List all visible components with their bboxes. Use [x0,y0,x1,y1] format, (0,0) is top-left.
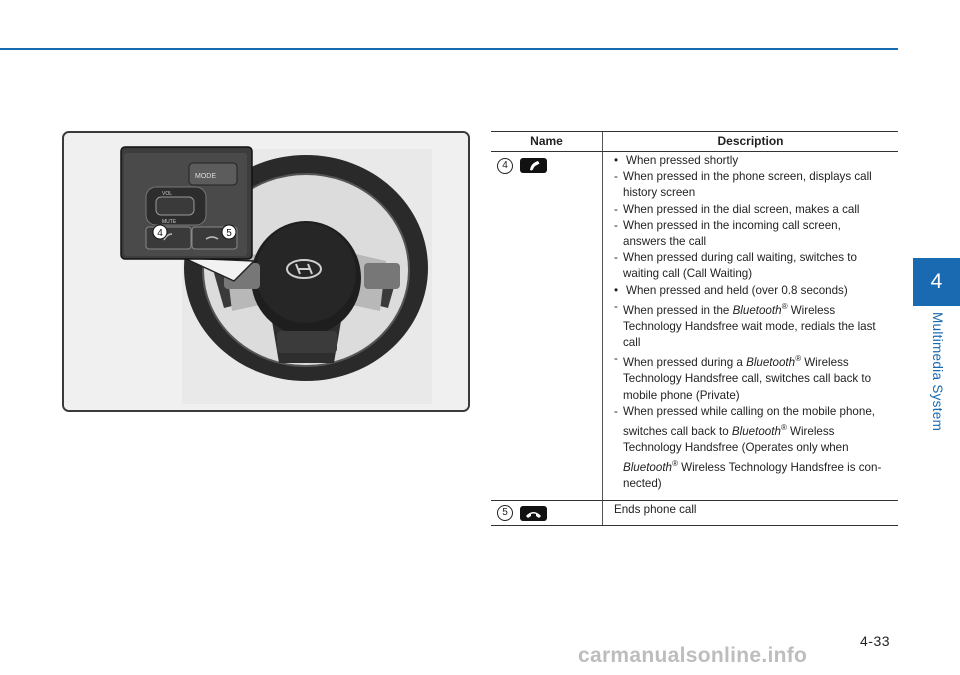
steering-wheel-figure [62,131,470,412]
description-line [614,351,892,371]
line-text: When pressed while calling on the mobile phone, [623,404,875,418]
registered-mark: ® [780,422,787,432]
line-text: history screen [623,186,696,200]
line-text: When pressed in the phone screen, displays call [623,170,872,184]
line-text: When pressed in the [623,303,733,317]
line-text: Ends phone call [614,502,697,516]
bluetooth-term: Bluetooth [623,461,672,475]
page-number: 4-33 [860,633,891,649]
description-line [614,420,892,440]
description-line [614,319,892,335]
description-line [614,456,892,476]
description-line [614,266,892,282]
line-text: When pressed shortly [626,154,739,167]
description-line [614,440,892,456]
table-header [491,131,898,152]
description-line [614,169,892,185]
line-text: Technology Handsfree wait mode, redials the last [623,319,876,333]
description-line [614,218,892,234]
line-text: switches call back to [623,424,732,438]
call-answer-icon [520,158,547,173]
description-line [614,185,892,201]
line-text: When pressed and held (over 0.8 seconds) [626,283,848,297]
registered-mark: ® [795,354,801,364]
description-line [614,371,892,387]
line-text: When pressed in the incoming call screen, [623,218,841,232]
line-text: answers the call [623,235,707,249]
line-text: Wireless [801,356,849,370]
line-text: mobile phone (Private) [623,388,740,402]
table-row [491,501,898,526]
callout-4: 4 [157,228,163,239]
line-text: When pressed during a [623,356,747,370]
line-text: Wireless Technology Handsfree is con- [677,461,882,475]
name-cell [491,152,603,500]
steering-wheel-illustration [64,133,468,410]
vol-label: VOL [162,191,173,197]
description-line [614,335,892,351]
header-name: Name [530,134,563,148]
description-line [614,404,892,420]
button-description-table [491,131,898,526]
callout-5: 5 [226,228,232,239]
description-line [614,234,892,250]
bluetooth-term: Bluetooth [746,356,796,370]
line-text: Wireless [786,424,835,438]
table-row [491,152,898,501]
mode-label: MODE [195,173,216,180]
description-line [614,250,892,266]
description-cell [603,152,898,500]
header-description: Description [602,132,898,151]
registered-mark: ® [672,459,678,469]
registered-mark: ® [781,301,788,311]
description-line [614,476,892,492]
description-line [614,299,892,319]
chapter-title: Multimedia System [930,312,945,432]
chapter-number: 4 [930,270,943,293]
line-text: Wireless [787,303,836,317]
line-text: nected) [623,477,662,491]
description-line [614,283,892,299]
chapter-tab[interactable] [913,258,960,306]
line-text: call [623,336,641,350]
description-cell [603,501,898,525]
line-text: When pressed in the dial screen, makes a call [623,202,860,216]
bluetooth-term: Bluetooth [731,424,781,438]
description-line [614,502,892,518]
row-number: 5 [497,505,513,521]
line-text: Technology Handsfree call, switches call back to [623,372,872,386]
call-end-icon [520,506,547,521]
line-text: waiting call (Call Waiting) [623,267,753,281]
line-text: Technology Handsfree (Operates only when [623,441,849,455]
description-line [614,388,892,404]
header-rule [0,48,898,50]
description-line [614,202,892,218]
line-text: When pressed during call waiting, switches to [623,251,857,265]
mute-label: MUTE [162,219,177,225]
bluetooth-term: Bluetooth [732,303,782,317]
row-number: 4 [497,158,513,174]
description-line [614,153,892,169]
name-cell [491,501,603,525]
watermark: carmanualsonline.info [578,644,808,667]
